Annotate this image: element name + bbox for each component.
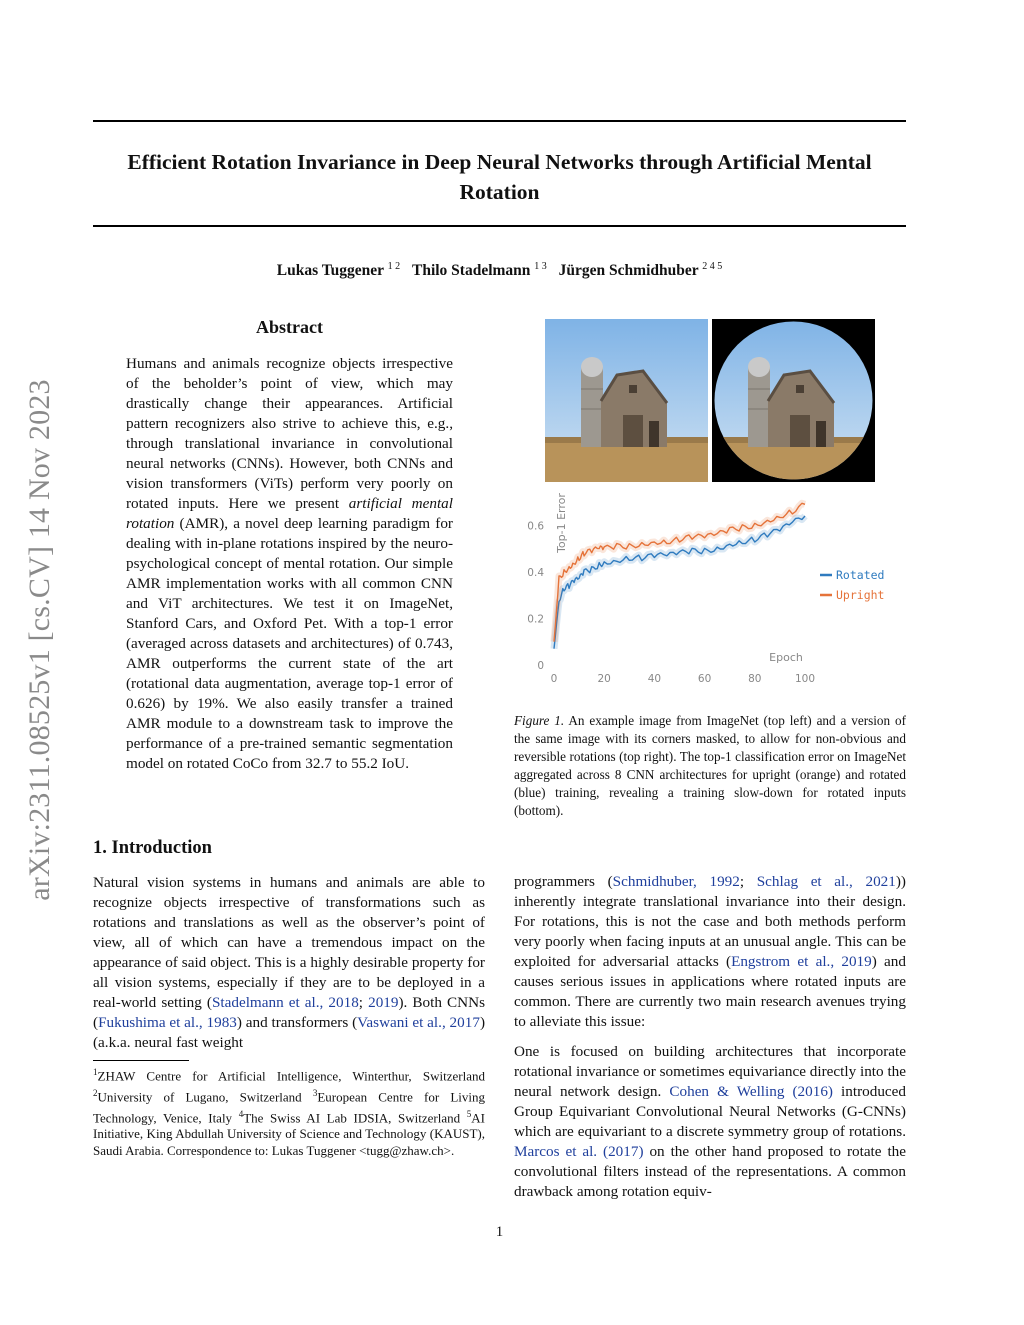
affiliation: European Centre for Living Technology, Venice, Italy (93, 1089, 485, 1125)
abstract-heading: Abstract (256, 317, 323, 337)
section-heading-introduction: 1. Introduction (93, 838, 212, 858)
legend-label-rotated: Rotated (836, 568, 885, 582)
chart-legend (820, 568, 884, 602)
text-run: ) and transformers ( (236, 1014, 358, 1031)
y-tick-label: 0.2 (527, 613, 544, 626)
text-run: One is focused on building architectures that incorporate rotational invariance or sometimes equivariance directly into the neural network design. (514, 1043, 906, 1100)
affiliation: University of Lugano, Switzerland (97, 1089, 313, 1105)
citation-link[interactable]: 2019 (368, 994, 399, 1011)
paper-title: Efficient Rotation Invariance in Deep Neural Networks through Artificial Mental Rotation (127, 150, 872, 204)
affiliations-footnote: $^1$ZHAW Centre for Artificial Intelligence, Winterthur, Switzerland $^2$University of Lugano, Switzerland $^3$European Centre for Living Technology, Venice, Italy $^4$The Swiss AI Lab IDSIA, Switzerland $^5$AI Initiative, King Abdullah University of Science and Technology (KAUST), Saudi Arabia. Correspondence to: Lukas Tuggener <tugg@zhaw.ch>. (93, 1067, 485, 1158)
author-list (93, 261, 906, 280)
footnote-rule (93, 1060, 189, 1061)
citation-link[interactable]: Schmidhuber, 1992 (612, 873, 740, 890)
legend-label-upright: Upright (836, 588, 885, 602)
x-tick-label: 100 (794, 673, 816, 685)
abstract-part: Humans and animals recognize objects irrespective of the beholder’s point of view, which may drastically change their appearances. Artificial pattern recognizers also strive to achieve this, e.g., through translational invariance in convolutional neural networks (CNNs). However, both CNNs and vision transformers (ViTs) perform very poorly on rotated inputs. Here we present (126, 355, 453, 512)
text-run: ) and causes serious issues in applications where rotated inputs are common. There are currently two main research avenues trying to alleviate this issue: (514, 953, 906, 1030)
text-run: ; (739, 873, 757, 890)
x-tick-label: 40 (647, 673, 662, 685)
text-run: ; (358, 994, 369, 1011)
author (559, 262, 723, 279)
x-tick-label: 60 (697, 673, 712, 685)
title-top-rule (93, 120, 906, 122)
top1-error-chart (520, 490, 900, 690)
citation-link[interactable]: Stadelmann et al., 2018 (211, 994, 359, 1011)
author-name: Thilo Stadelmann (411, 262, 531, 280)
figure-caption (514, 712, 906, 820)
intro-paragraph-right-2 (514, 1042, 906, 1202)
text-run: )) inherently integrate translational invariance into their design. For rotations, this is not the case and both methods perform very poorly when facing inputs at an unusual angle. This can be exploited for adversarial attacks ( (514, 873, 906, 970)
text-run: on the other hand proposed to rotate the convolutional filters instead of the representations. A common drawback among rotation equiv- (514, 1143, 906, 1200)
y-tick-label: 0.6 (527, 520, 544, 533)
author-name: Lukas Tuggener (276, 262, 384, 280)
text-run: programmers ( (514, 873, 613, 890)
abstract-text (126, 354, 453, 774)
intro-paragraph-right-1 (514, 872, 906, 1032)
citation-link[interactable]: Cohen & Welling (2016) (669, 1083, 833, 1100)
x-tick-label: 80 (748, 673, 762, 685)
chart-y-axis-label: Top-1 Error (555, 493, 568, 553)
author-affiliations: 1 3 (534, 261, 547, 272)
y-tick-label: 0 (537, 660, 544, 672)
abstract-emphasis: artificial mental rotation (126, 495, 453, 532)
author (277, 262, 400, 279)
title-bottom-rule (93, 225, 906, 227)
citation-link[interactable]: Fukushima et al., 1983 (98, 1014, 237, 1031)
author-affiliations: 1 2 (387, 261, 401, 272)
arxiv-identifier: arXiv:2311.08525v1 [cs.CV] 14 Nov 2023 (23, 379, 56, 901)
y-tick-label: 0.4 (527, 566, 544, 579)
author-affiliations: 2 4 5 (702, 261, 723, 272)
citation-link[interactable]: Engstrom et al., 2019 (731, 953, 872, 970)
abstract-part: (AMR), a novel deep learning paradigm for dealing with in-plane rotations inspired by the neuro-psychological concept of mental rotation. Our simple AMR implementation works with all common CNN and ViT architectures. We test it on ImageNet, Stanford Cars, and Oxford Pet. With a top-1 error (averaged across datasets and architectures) of 0.743, AMR outperforms the current state of the art (rotational data augmentation, average top-1 error of 0.626) by 19%. We also easily transfer a trained AMR module to a downstream task to improve the performance of a pre-trained semantic segmentation model on rotated CoCo from 32.7 to 55.2 IoU. (126, 515, 453, 772)
chart-x-axis-label: Epoch (769, 651, 803, 664)
author (412, 262, 547, 279)
citation-link[interactable]: Marcos et al. (2017) (514, 1143, 644, 1160)
citation-link[interactable]: Vaswani et al., 2017 (357, 1014, 480, 1031)
figure-label: Figure 1. (514, 713, 565, 728)
affiliation: The Swiss AI Lab IDSIA, Switzerland (243, 1109, 467, 1125)
intro-paragraph-left (93, 873, 485, 1053)
text-run: ). Both CNNs ( (93, 994, 485, 1031)
page-number: 1 (495, 1224, 504, 1240)
text-run: ) (a.k.a. neural fast weight (93, 1014, 485, 1051)
author-name: Jürgen Schmidhuber (558, 262, 699, 280)
barn-photo-masked (712, 319, 875, 482)
x-tick-label: 20 (597, 673, 611, 685)
figure-caption-text: An example image from ImageNet (top left) and a version of the same image with its corners masked, to allow for non-obvious and reversible rotations (top right). The top-1 classification error on ImageNet aggregated across 8 CNN architectures for upright (orange) and rotated (blue) training, revealing a training slow-down for rotated inputs (bottom). (514, 713, 906, 818)
text-run: Natural vision systems in humans and animals are able to recognize objects irrespective of transformations such as rotations and translations as well as the observer’s point of view, all of which can have a tremendous impact on the appearance of said object. This is a highly desirable property for all vision systems, especially if they are to be deployed in a real-world setting ( (93, 874, 485, 1011)
barn-photo-upright (545, 319, 708, 482)
affiliation: AI Initiative, King Abdullah University of Science and Technology (KAUST), Saudi Arabia. Correspondence to: Lukas Tuggener <tugg@zhaw.ch>. (93, 1109, 485, 1158)
text-run: introduced Group Equivariant Convolutional Neural Networks (G-CNNs) which are equivariant to a discrete symmetry group of rotations. (514, 1083, 906, 1140)
affiliation: ZHAW Centre for Artificial Intelligence, Winterthur, Switzerland (97, 1068, 485, 1084)
x-tick-label: 0 (550, 673, 558, 685)
citation-link[interactable]: Schlag et al., 2021 (756, 873, 896, 890)
